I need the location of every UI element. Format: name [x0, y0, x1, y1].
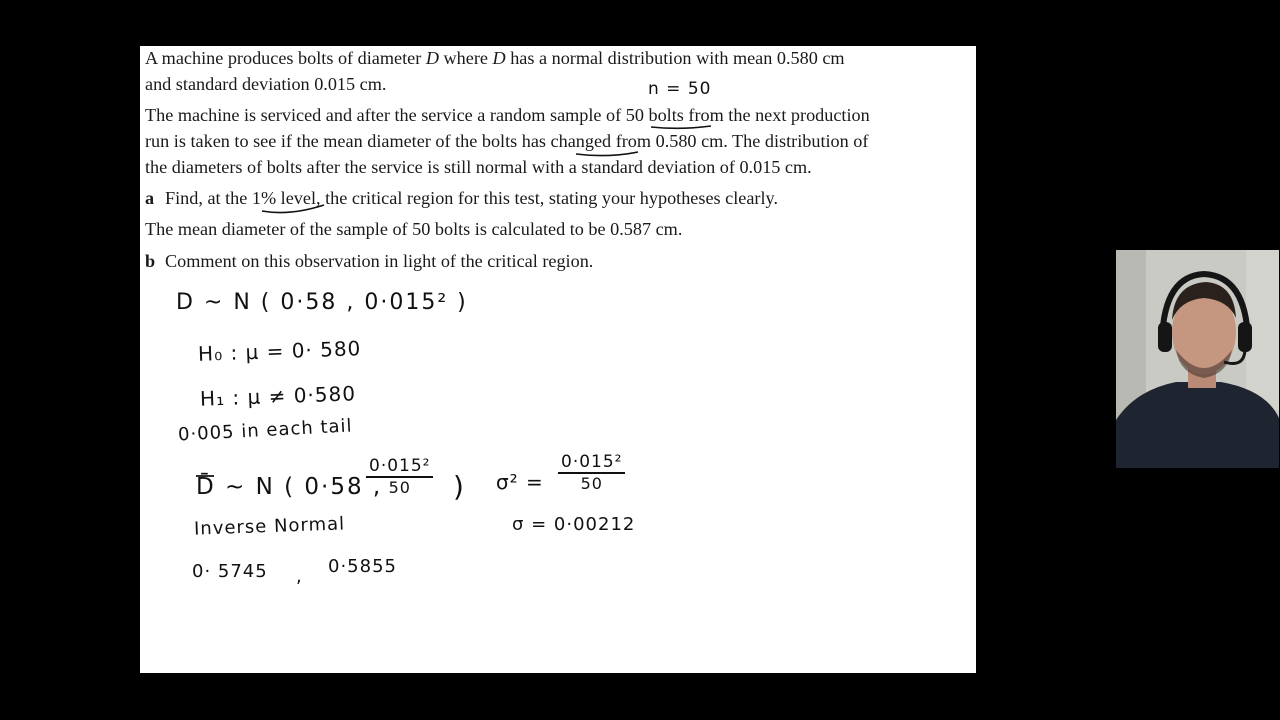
handwritten-sigma-value: σ = 0·00212 [512, 514, 636, 535]
handwritten-distribution: D ~ N ( 0·58 , 0·015² ) [176, 290, 468, 315]
worksheet-page [140, 46, 976, 673]
problem-line-3: The machine is serviced and after the service a random sample of 50 bolts from the next production [145, 105, 870, 125]
handwritten-alt-hypothesis: H₁ : μ ≠ 0·580 [199, 381, 357, 411]
handwritten-close-paren: ) [453, 470, 465, 503]
problem-text: A machine produces bolts of diameter [145, 48, 426, 68]
handwritten-comma: , [296, 566, 303, 587]
handwritten-sigma-fraction [558, 452, 625, 493]
problem-line-1 [145, 48, 845, 69]
problem-line-5: the diameters of bolts after the service is still normal with a standard deviation of 0.015 cm. [145, 157, 812, 177]
problem-text: where [438, 48, 493, 68]
fraction-numerator: 0·015² [366, 456, 433, 478]
problem-line-2: and standard deviation 0.015 cm. [145, 74, 387, 94]
question-b-label: b [145, 251, 156, 271]
question-b-text: Comment on this observation in light of the critical region. [165, 251, 594, 271]
handwritten-critical-upper: 0·5855 [328, 556, 397, 577]
question-a [145, 188, 778, 209]
question-b [145, 251, 593, 272]
handwritten-null-hypothesis: H₀ : μ = 0· 580 [197, 336, 362, 366]
handwritten-sample-size: n = 50 [648, 79, 712, 99]
fraction-denominator: 50 [580, 474, 603, 493]
fraction-denominator: 50 [388, 478, 411, 497]
variable-d: D [492, 48, 506, 68]
problem-text: has a normal distribution with mean 0.580 cm [505, 48, 845, 68]
presenter-video-icon [1116, 250, 1279, 468]
presenter-webcam [1116, 250, 1279, 468]
handwritten-tail-note: 0·005 in each tail [177, 415, 354, 446]
handwritten-sigma-squared: σ² = [496, 470, 544, 494]
question-a-label: a [145, 188, 155, 208]
observation-line: The mean diameter of the sample of 50 bolts is calculated to be 0.587 cm. [145, 219, 683, 239]
variable-d: D [425, 48, 439, 68]
handwritten-sample-mean-dist: D̄ ~ N ( 0·58 , [196, 474, 383, 500]
handwritten-critical-lower: 0· 5745 [192, 561, 268, 582]
fraction-numerator: 0·015² [558, 452, 625, 474]
handwritten-variance-fraction [366, 456, 433, 497]
problem-line-4: run is taken to see if the mean diameter of the bolts has changed from 0.580 cm. The distribution of [145, 131, 869, 151]
handwritten-inverse-normal: Inverse Normal [193, 513, 346, 540]
question-a-text: Find, at the 1% level, the critical region for this test, stating your hypotheses clearly. [165, 188, 778, 208]
